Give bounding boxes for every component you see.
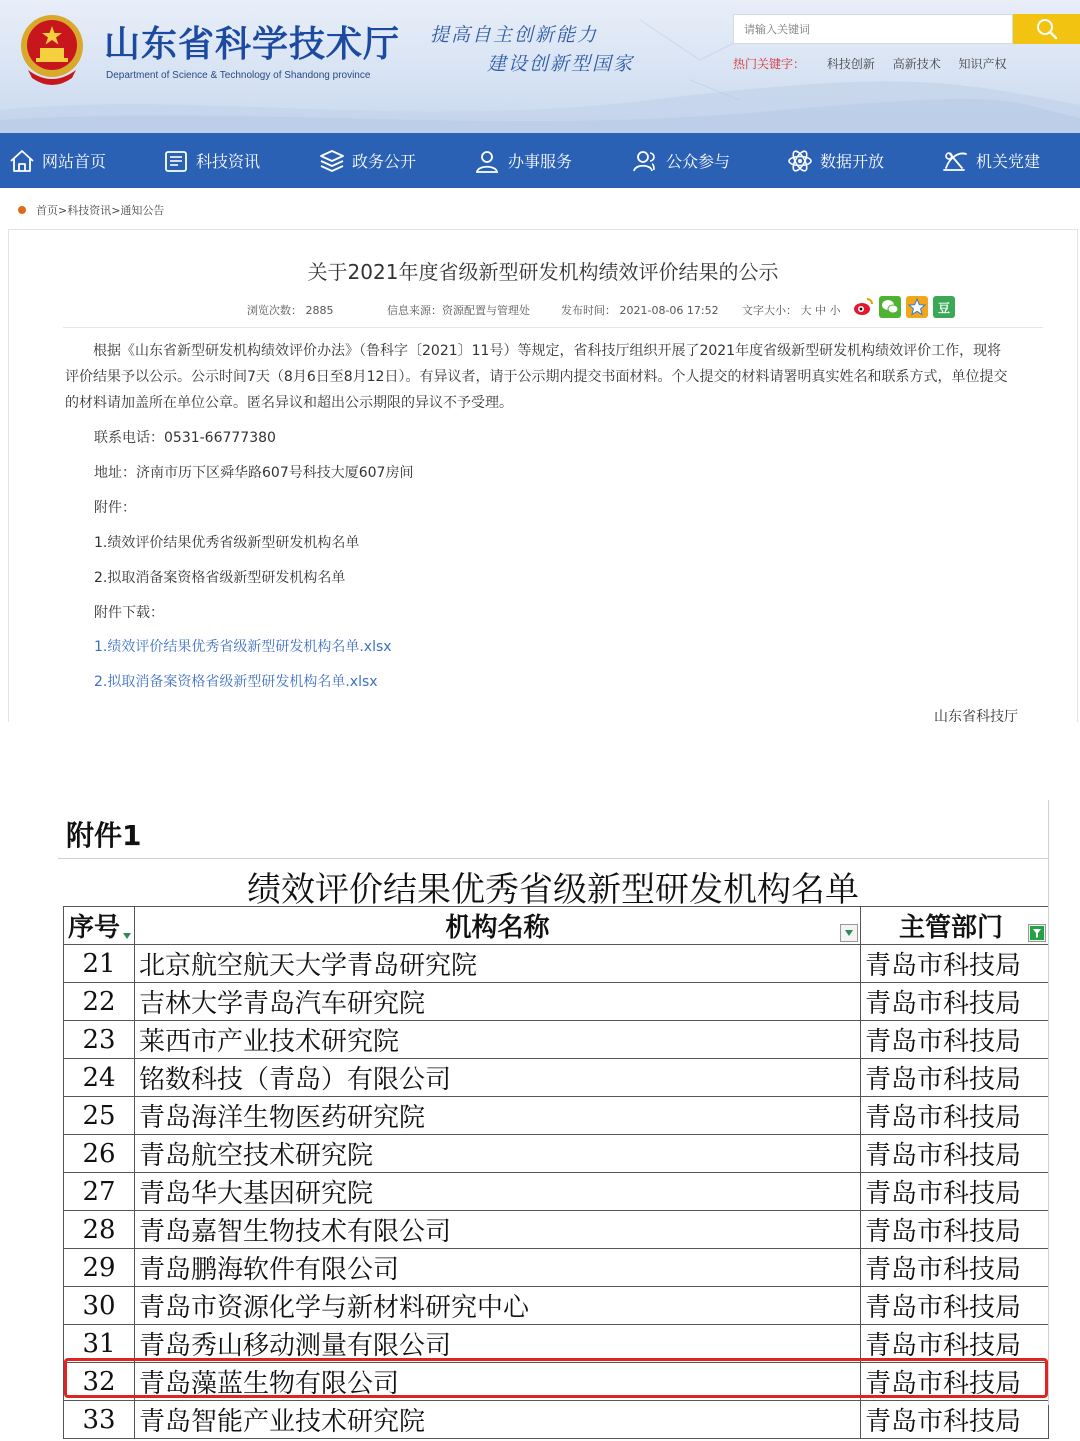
nav-item-tech-news[interactable] <box>162 133 260 188</box>
layers-icon <box>318 148 346 174</box>
table-row-highlighted <box>64 1401 1049 1439</box>
table-row <box>64 1059 1049 1097</box>
cell-dept: 青岛市科技局 <box>861 1021 1049 1059</box>
cell-dept: 青岛市科技局 <box>861 983 1049 1021</box>
header-no-label: 序号 <box>68 913 121 943</box>
cell-name: 青岛鹏海软件有限公司 <box>135 1249 861 1287</box>
cell-no: 26 <box>64 1135 135 1173</box>
table-row <box>64 1287 1049 1325</box>
meta-divider <box>63 327 1043 328</box>
site-subtitle: Department of Science & Technology of Shandong province <box>106 70 371 81</box>
table-row <box>64 1249 1049 1287</box>
cell-name: 青岛市资源化学与新材料研究中心 <box>135 1287 861 1325</box>
national-emblem-icon <box>18 12 86 84</box>
cell-dept: 青岛市科技局 <box>861 1363 1049 1401</box>
cell-name: 青岛秀山移动测量有限公司 <box>135 1325 861 1363</box>
cell-dept: 青岛市科技局 <box>861 945 1049 983</box>
cell-name: 吉林大学青岛汽车研究院 <box>135 983 861 1021</box>
cell-name: 铭数科技（青岛）有限公司 <box>135 1059 861 1097</box>
table-header-row <box>64 907 1049 945</box>
cell-name: 青岛海洋生物医药研究院 <box>135 1097 861 1135</box>
attachments-label: 附件： <box>94 500 136 516</box>
nav-label: 公众参与 <box>666 152 731 171</box>
table-row <box>64 1021 1049 1059</box>
header-dept <box>861 907 1049 945</box>
meta-published: 发布时间： 2021-08-06 17:52 <box>561 304 719 317</box>
download-link-1[interactable]: 1.绩效评价结果优秀省级新型研发机构名单.xlsx <box>94 639 392 655</box>
cell-dept: 青岛市科技局 <box>861 1249 1049 1287</box>
nav-item-gov-affairs[interactable] <box>318 133 416 188</box>
sheet-gridline <box>58 858 1048 859</box>
article-panel <box>8 229 1078 725</box>
search-input[interactable] <box>734 15 1012 43</box>
cell-name: 青岛藻蓝生物有限公司 <box>135 1363 861 1401</box>
breadcrumb <box>18 202 164 218</box>
hot-keywords <box>733 55 1021 72</box>
sheet-gridline <box>1048 800 1049 1405</box>
people-icon <box>632 148 660 174</box>
cell-name: 北京航空航天大学青岛研究院 <box>135 945 861 983</box>
atom-icon <box>786 148 814 174</box>
table-row <box>64 1135 1049 1173</box>
nav-label: 科技资讯 <box>196 152 261 171</box>
nav-item-public-participation[interactable] <box>632 133 730 188</box>
cell-name: 青岛航空技术研究院 <box>135 1135 861 1173</box>
weibo-icon[interactable] <box>852 296 874 318</box>
contact-address: 地址：济南市历下区舜华路607号科技大厦607房间 <box>94 465 414 481</box>
user-service-icon <box>474 148 502 174</box>
breadcrumb-dot-icon <box>18 206 26 214</box>
cell-no: 25 <box>64 1097 135 1135</box>
cell-name: 青岛智能产业技术研究院 <box>135 1401 861 1439</box>
annex-label: 附件1 <box>66 819 142 852</box>
dropdown-arrow-icon[interactable] <box>120 929 134 943</box>
search-box <box>733 14 1013 44</box>
header-name <box>135 907 861 945</box>
highlight-box <box>64 1358 1048 1398</box>
meta-source: 信息来源：资源配置与管理处 <box>387 304 530 317</box>
cell-dept: 青岛市科技局 <box>861 1173 1049 1211</box>
qzone-icon[interactable] <box>906 296 928 318</box>
cell-dept: 青岛市科技局 <box>861 1059 1049 1097</box>
table-row <box>64 1173 1049 1211</box>
cell-name: 莱西市产业技术研究院 <box>135 1021 861 1059</box>
cell-no: 23 <box>64 1021 135 1059</box>
breadcrumb-path[interactable]: 首页>科技资讯>通知公告 <box>36 204 165 217</box>
slogan-line-1: 提高自主创新能力 <box>430 24 599 46</box>
main-nav <box>0 133 1080 188</box>
cell-no: 27 <box>64 1173 135 1211</box>
cell-no: 22 <box>64 983 135 1021</box>
search-icon <box>1035 17 1059 41</box>
cell-dept: 青岛市科技局 <box>861 1287 1049 1325</box>
meta-font-size[interactable]: 文字大小： 大 中 小 <box>742 304 841 317</box>
table-row <box>64 1325 1049 1363</box>
header-dept-label: 主管部门 <box>899 913 1004 943</box>
nav-label: 数据开放 <box>820 152 885 171</box>
douban-icon[interactable]: 豆 <box>933 296 955 318</box>
site-title: 山东省科学技术厅 <box>104 24 401 65</box>
news-icon <box>162 148 190 174</box>
sheet-title: 绩效评价结果优秀省级新型研发机构名单 <box>247 870 859 910</box>
cell-no: 29 <box>64 1249 135 1287</box>
cell-no: 33 <box>64 1401 135 1439</box>
cell-dept: 青岛市科技局 <box>861 1325 1049 1363</box>
share-bar <box>852 296 955 318</box>
nav-label: 机关党建 <box>976 152 1041 171</box>
table-row <box>64 983 1049 1021</box>
wechat-icon[interactable] <box>879 296 901 318</box>
nav-item-open-data[interactable] <box>786 133 884 188</box>
hot-keywords-label: 热门关键字： <box>733 57 806 71</box>
slogan-line-2: 建设创新型国家 <box>487 53 635 75</box>
search-button[interactable] <box>1013 14 1080 44</box>
downloads-label: 附件下载： <box>94 605 164 621</box>
nav-item-party-building[interactable] <box>940 133 1040 188</box>
meta-views: 浏览次数： 2885 <box>247 304 334 317</box>
article-paragraph: 根据《山东省新型研发机构绩效评价办法》（鲁科字〔2021〕11号）等规定，省科技厅组织开展了2021年度省级新型研发机构绩效评价工作，现将评价结果予以公示。公示时间7天（8月6日至8月12日）。有异议者，请于公示期内提交书面材料。个人提交的材料请署明真实姓名和联系方式，单位提交的材料请加盖所在单位公章。匿名异议和超出公示期限的异议不予受理。 <box>65 343 1008 411</box>
cell-no: 24 <box>64 1059 135 1097</box>
header-name-label: 机构名称 <box>445 913 550 943</box>
cell-dept: 青岛市科技局 <box>861 1097 1049 1135</box>
nav-item-home[interactable] <box>8 133 106 188</box>
table-row <box>64 1097 1049 1135</box>
home-icon <box>8 148 36 174</box>
cell-dept: 青岛市科技局 <box>861 1401 1049 1439</box>
site-header <box>0 0 1080 133</box>
cell-no: 21 <box>64 945 135 983</box>
header-no <box>64 907 135 945</box>
attachment-item: 2.拟取消备案资格省级新型研发机构名单 <box>94 570 346 586</box>
table-row <box>64 1211 1049 1249</box>
article-signature: 山东省科技厅 <box>934 709 1018 725</box>
hot-keyword-link[interactable]: 高新技术 <box>892 57 941 71</box>
nav-item-services[interactable] <box>474 133 572 188</box>
cell-no: 32 <box>64 1363 135 1401</box>
cell-no: 30 <box>64 1287 135 1325</box>
cell-name: 青岛华大基因研究院 <box>135 1173 861 1211</box>
nav-label: 政务公开 <box>352 152 417 171</box>
contact-phone: 联系电话：0531-66777380 <box>94 430 276 446</box>
cell-no: 28 <box>64 1211 135 1249</box>
download-link-2[interactable]: 2.拟取消备案资格省级新型研发机构名单.xlsx <box>94 674 378 690</box>
party-icon <box>940 148 970 174</box>
cell-name: 青岛嘉智生物技术有限公司 <box>135 1211 861 1249</box>
cell-dept: 青岛市科技局 <box>861 1211 1049 1249</box>
attachment-item: 1.绩效评价结果优秀省级新型研发机构名单 <box>94 535 360 551</box>
hot-keyword-link[interactable]: 知识产权 <box>958 57 1007 71</box>
spreadsheet-image <box>58 800 1050 1437</box>
nav-label: 办事服务 <box>508 152 573 171</box>
nav-label: 网站首页 <box>42 152 107 171</box>
filter-active-icon[interactable] <box>1028 924 1046 942</box>
table-row <box>64 945 1049 983</box>
hot-keyword-link[interactable]: 科技创新 <box>826 57 875 71</box>
cell-dept: 青岛市科技局 <box>861 1135 1049 1173</box>
article-title: 关于2021年度省级新型研发机构绩效评价结果的公示 <box>307 260 779 284</box>
cell-no: 31 <box>64 1325 135 1363</box>
filter-dropdown-icon[interactable] <box>840 924 858 942</box>
